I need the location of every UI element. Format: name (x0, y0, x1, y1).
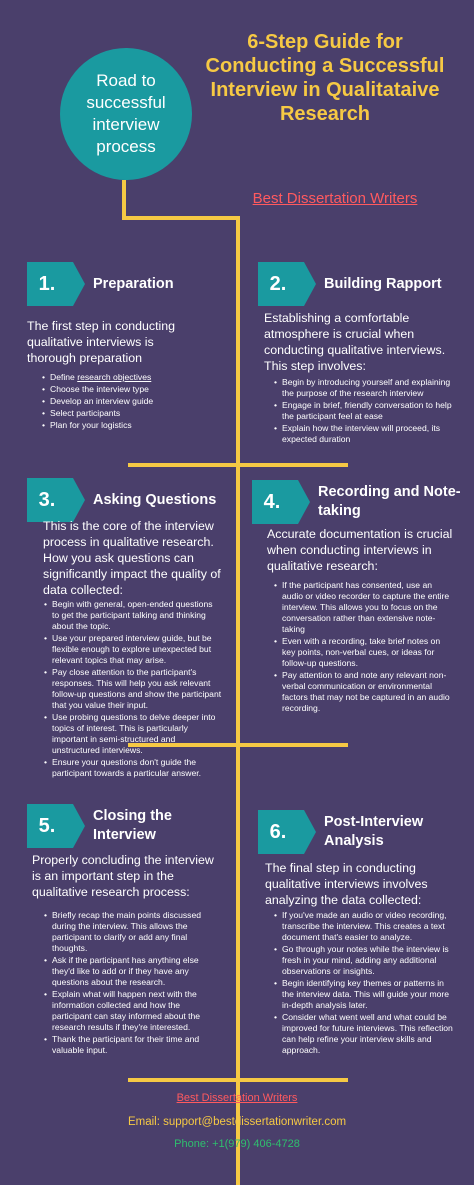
step-5-header (27, 804, 203, 848)
list-item: • Plan for your logistics (42, 420, 212, 431)
connector-line (122, 180, 126, 220)
list-item: • Use your prepared interview guide, but be flexible enough to explore unexpected but relevant topics that may arise. (44, 633, 222, 666)
list-item: • Begin identifying key themes or patterns in the interview data. This will guide your more in-depth analysis later. (274, 978, 456, 1011)
list-item: • Pay close attention to the participant's responses. This will help you ask relevant follow-up questions and show the participant that you value their input. (44, 667, 222, 711)
step-1-header (27, 262, 174, 306)
step-4-intro: Accurate documentation is crucial when conducting interviews in qualitative research: (267, 527, 453, 573)
step-2-title: Building Rapport (324, 275, 442, 292)
list-item: • Pay attention to and note any relevant non-verbal communication or environmental factors that may not be captured in an audio recording. (274, 670, 454, 714)
list-item: • If you've made an audio or video recording, transcribe the interview. This creates a text document that's easier to analyze. (274, 910, 456, 943)
list-item: • Even with a recording, take brief notes on key points, non-verbal cues, or ideas for follow-up questions. (274, 636, 454, 669)
step-3-intro: This is the core of the interview process in qualitative research. How you ask questions can significantly impact the quality of data collected: (43, 519, 221, 597)
list-item: • Engage in brief, friendly conversation to help the participant feel at ease (274, 400, 454, 422)
list-item: • Briefly recap the main points discussed during the interview. This allows the participant to clarify or add any final thoughts. (44, 910, 220, 954)
research-objectives-link[interactable]: research objectives (77, 372, 152, 382)
road-circle (60, 48, 192, 180)
footer-phone[interactable]: Phone: +1(979) 406-4728 (174, 1138, 300, 1150)
brand-link[interactable]: Best Dissertation Writers (252, 190, 418, 207)
step-6-title: Post-Interview Analysis (324, 814, 424, 849)
step-6-badge: 6. (258, 810, 304, 854)
connector-line (128, 1078, 348, 1082)
step-2-badge: 2. (258, 262, 304, 306)
connector-line (236, 216, 240, 1185)
step-1-badge: 1. (27, 262, 73, 306)
step-3-title: Asking Questions (93, 491, 217, 508)
footer-email[interactable]: Email: support@bestdissertationwriter.com (127, 1116, 347, 1128)
connector-line (122, 216, 238, 220)
connector-line (128, 463, 348, 467)
list-item: • Use probing questions to delve deeper into topics of interest. This is particularly important in semi-structured and unstructured interviews. (44, 712, 222, 756)
list-item: • Consider what went well and what could be improved for future interviews. This reflection can help refine your interview skills and approach. (274, 1012, 456, 1056)
step-5-bullets (44, 910, 220, 1057)
list-item: • Choose the interview type (42, 384, 212, 395)
step-1-title: Preparation (93, 275, 174, 292)
list-item: • Begin by introducing yourself and explaining the purpose of the research interview (274, 377, 454, 399)
step-5-intro: Properly concluding the interview is an important step in the qualitative research process: (32, 853, 214, 899)
step-5-badge: 5. (27, 804, 73, 848)
step-6-header (258, 810, 454, 854)
list-item: • Develop an interview guide (42, 396, 212, 407)
step-4-title: Recording and Note-taking (318, 484, 461, 519)
step-4-bullets (274, 580, 454, 715)
list-item: • If the participant has consented, use an audio or video recorder to capture the entire interview. This allows you to focus on the conversation rather than extensive note-taking (274, 580, 454, 635)
list-item: • Explain what will happen next with the information collected and how the participant can stay informed about the research results if they're interested. (44, 989, 220, 1033)
step-2-intro: Establishing a comfortable atmosphere is crucial when conducting qualitative interviews. This step involves: (264, 311, 446, 373)
step-3-header (27, 478, 216, 522)
footer-brand-link[interactable]: Best Dissertation Writers (176, 1092, 298, 1104)
list-item: • Define research objectives (42, 372, 212, 383)
step-2-bullets (274, 377, 454, 446)
step-1-intro: The first step in conducting qualitative interviews is thorough preparation (27, 319, 176, 365)
list-item: • Begin with general, open-ended questions to get the participant talking and thinking about the topic. (44, 599, 222, 632)
step-3-badge: 3. (27, 478, 73, 522)
step-1-bullets (42, 372, 212, 432)
page-title: 6-Step Guide for Conducting a Successful Interview in Qualitataive Research (205, 31, 445, 125)
step-5-title: Closing the Interview (93, 808, 172, 843)
list-item: • Explain how the interview will proceed, its expected duration (274, 423, 454, 445)
step-3-bullets (44, 599, 222, 780)
step-6-intro: The final step in conducting qualitative interviews involves analyzing the data collected: (265, 861, 428, 907)
step-6-bullets (274, 910, 456, 1057)
list-item: • Ensure your questions don't guide the participant towards a particular answer. (44, 757, 222, 779)
list-item: • Ask if the participant has anything else they'd like to add or if they have any questions about the research. (44, 955, 220, 988)
step-2-header (258, 262, 442, 306)
list-item: • Go through your notes while the interview is fresh in your mind, adding any additional observations or insights. (274, 944, 456, 977)
list-item: • Select participants (42, 408, 212, 419)
step-4-header (252, 480, 474, 524)
list-item: • Thank the participant for their time and valuable input. (44, 1034, 220, 1056)
step-4-badge: 4. (252, 480, 298, 524)
circle-text: Road to successful interview process (86, 71, 166, 156)
